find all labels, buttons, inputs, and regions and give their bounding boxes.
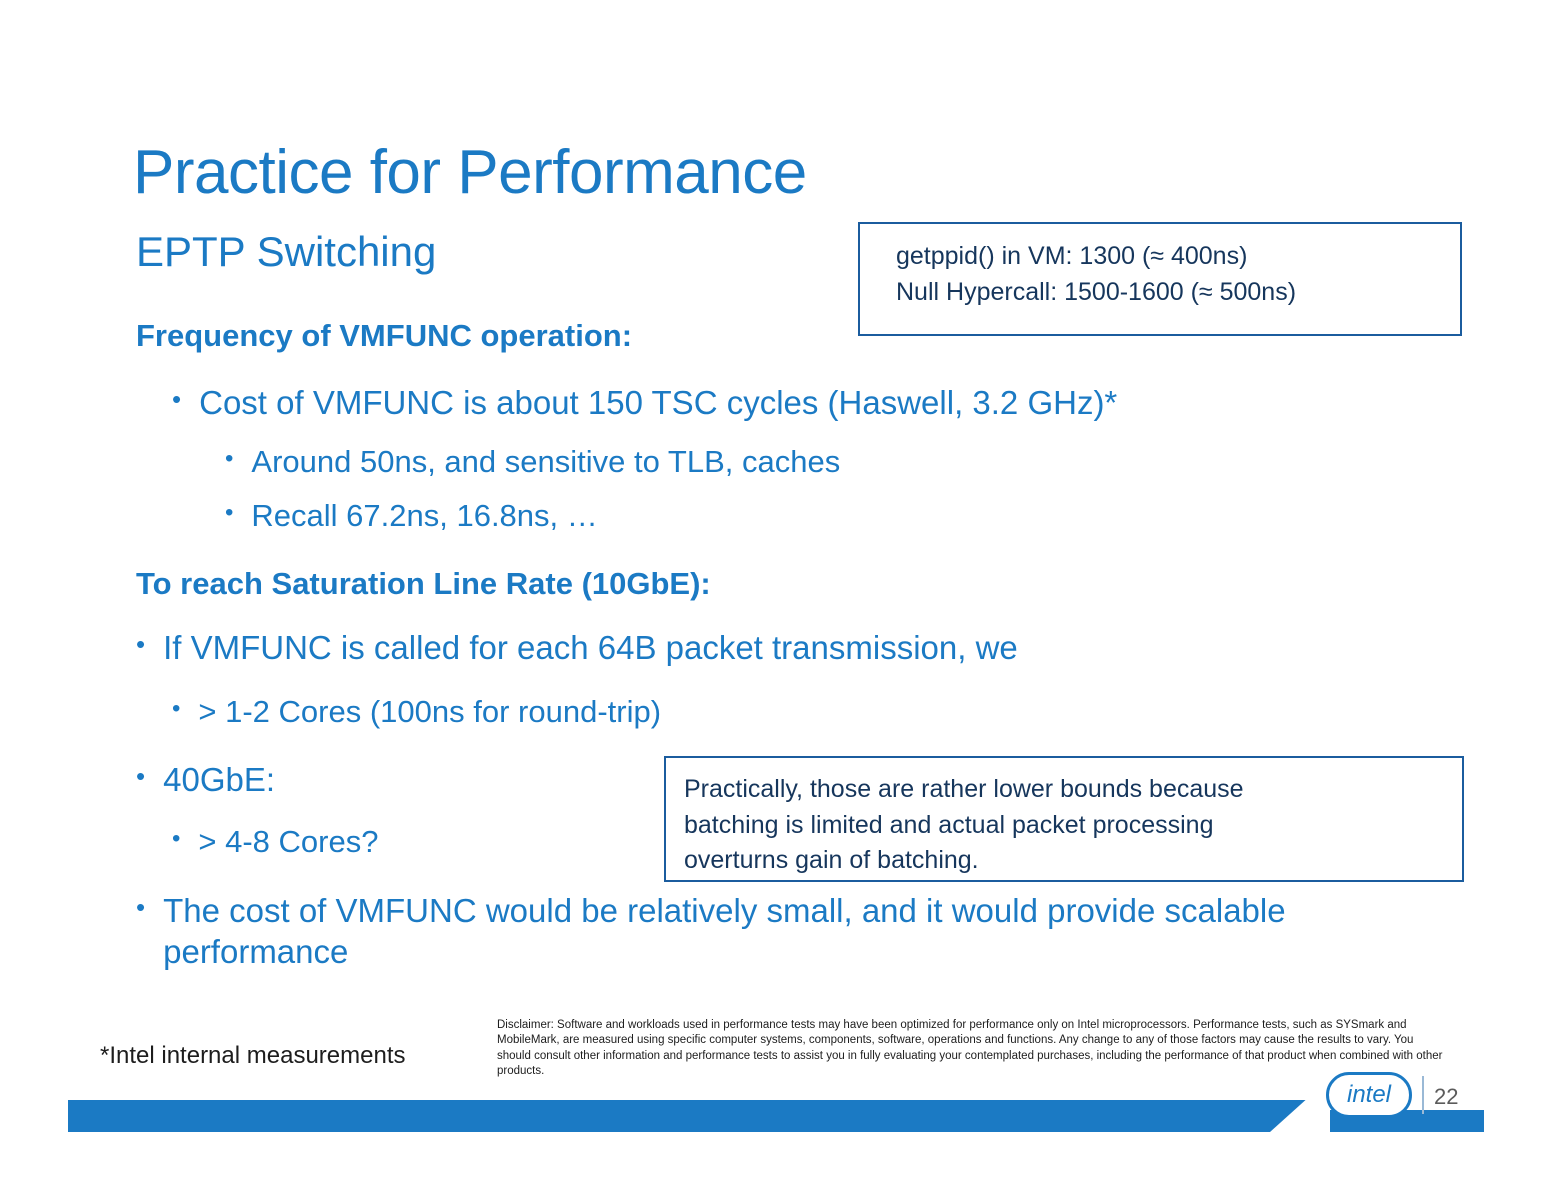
list-item-label: If VMFUNC is called for each 64B packet transmission, we [163, 629, 1018, 666]
list-item [136, 890, 1406, 973]
page-subtitle: EPTP Switching [136, 228, 437, 275]
list-item [136, 759, 616, 800]
list-item [172, 693, 1322, 732]
bullet-dot-icon: • [225, 445, 234, 472]
list-item [172, 382, 1392, 423]
section-heading-saturation: To reach Saturation Line Rate (10GbE): [136, 566, 711, 601]
list-item [136, 627, 1386, 668]
bullet-dot-icon: • [136, 629, 146, 659]
bullet-dot-icon: • [172, 695, 181, 722]
bullet-dot-icon: • [136, 892, 146, 922]
bullet-dot-icon: • [172, 825, 181, 852]
callout-box-latency [858, 222, 1462, 336]
list-item-label: > 1-2 Cores (100ns for round-trip) [198, 694, 662, 729]
page-number: 22 [1434, 1084, 1459, 1109]
list-item-label: 40GbE: [163, 761, 276, 798]
logo-divider [1422, 1076, 1424, 1114]
list-item-label: Cost of VMFUNC is about 150 TSC cycles (Haswell, 3.2 GHz)* [199, 384, 1118, 421]
callout-line-hypercall: Null Hypercall: 1500-1600 (≈ 500ns) [896, 278, 1297, 307]
section-heading-frequency: Frequency of VMFUNC operation: [136, 318, 633, 353]
bullet-dot-icon: • [136, 761, 146, 791]
callout-box-lower-bounds [664, 756, 1464, 882]
list-item [225, 443, 1325, 482]
page-title: Practice for Performance [133, 138, 807, 207]
footer-bar-notch [1270, 1078, 1330, 1132]
list-item [225, 497, 1325, 536]
callout-line-2: batching is limited and actual packet processing [684, 810, 1214, 839]
list-item [172, 823, 652, 862]
list-item-label: > 4-8 Cores? [198, 824, 379, 859]
list-item-label: The cost of VMFUNC would be relatively small, and it would provide scalable performance [163, 892, 1286, 971]
callout-line-getppid: getppid() in VM: 1300 (≈ 400ns) [896, 242, 1248, 270]
intel-logo: intel [1326, 1072, 1412, 1118]
footnote-text: *Intel internal measurements [100, 1042, 406, 1069]
bullet-dot-icon: • [225, 499, 234, 526]
callout-line-1: Practically, those are rather lower bounds because [684, 775, 1244, 803]
list-item-label: Around 50ns, and sensitive to TLB, caches [251, 444, 841, 479]
bullet-dot-icon: • [172, 384, 182, 414]
list-item-label: Recall 67.2ns, 16.8ns, … [251, 498, 598, 533]
disclaimer-text: Disclaimer: Software and workloads used in performance tests may have been optimized for performance only on Intel microprocessors. Performance tests, such as SYSmark and MobileMark, are measured using specific computer systems, components, software, operations and functions. Any change to any of those factors may cause the results to vary. You should consult other information and performance tests to assist you in fully evaluating your contemplated purchases, including the performance of that product when combined with other products. [497, 1019, 1443, 1077]
callout-line-3: overturns gain of batching. [684, 846, 979, 874]
